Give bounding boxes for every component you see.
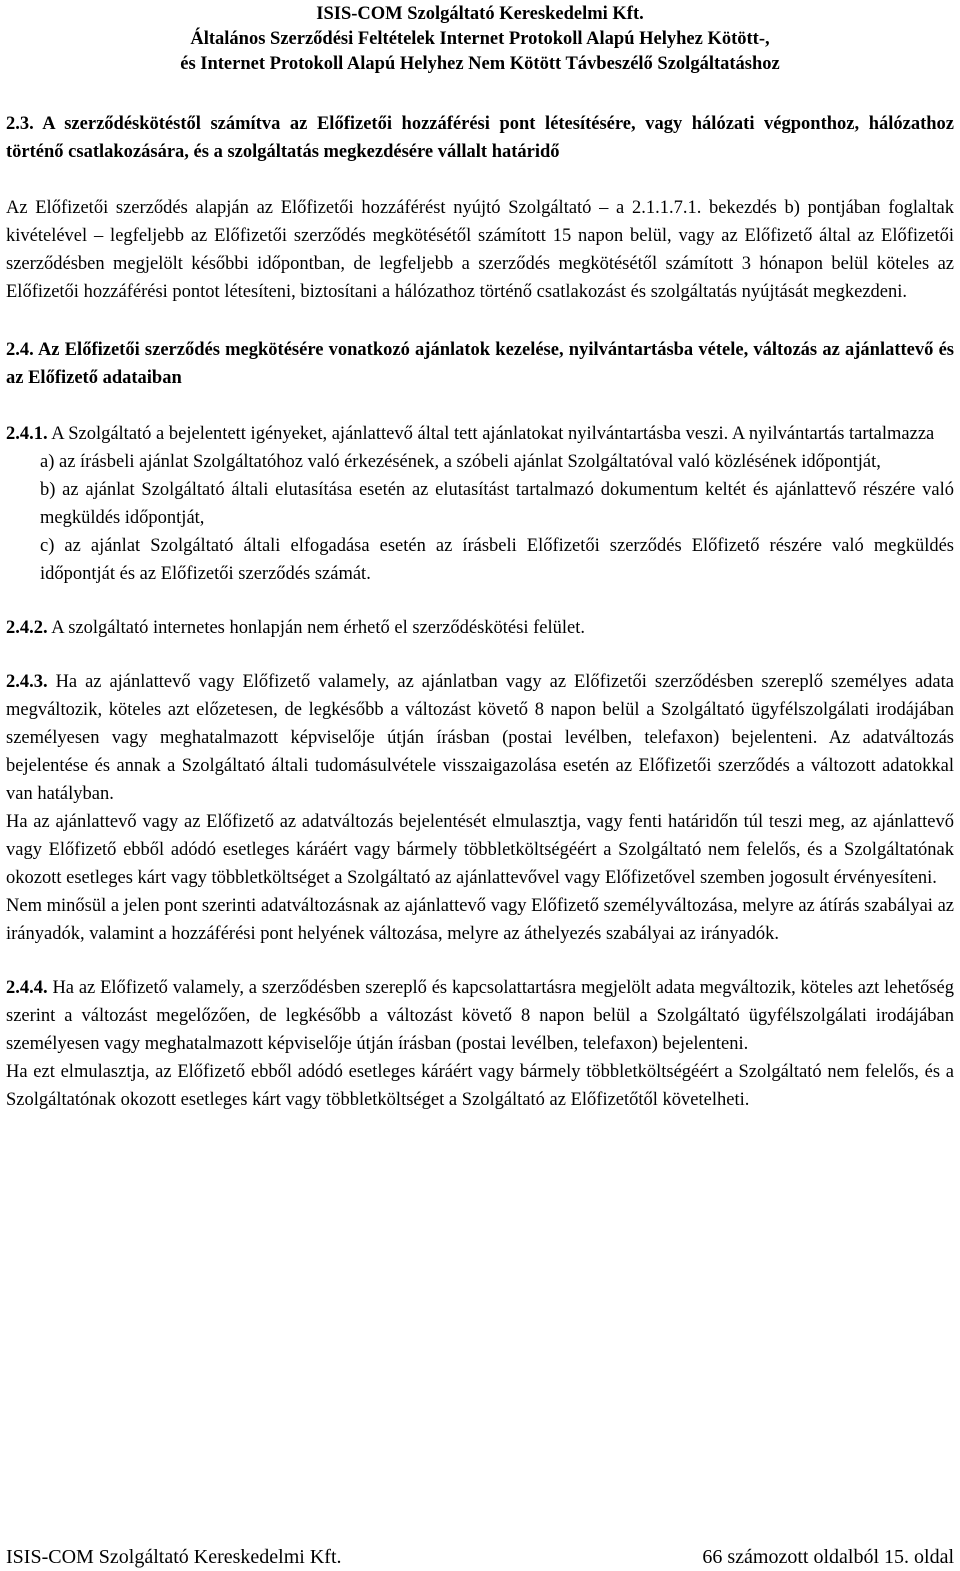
section-2-4-heading: 2.4. Az Előfizetői szerződés megkötésére vonatkozó ajánlatok kezelése, nyilvántartásba vétele, változás az ajánlattevő és az Előfizető adataiban — [6, 340, 954, 388]
section-text: Ha az ajánlattevő vagy Előfizető valamely, az ajánlatban vagy az Előfizetői szerződésben szereplő személyes adata megváltozik, köteles azt előzetesen, de legkésőbb a változást követő 8 napon belül a Szolgáltató ügyfélszolgálati irodájában személyesen vagy meghatalmazott képviselője útján írásban (postai levélben, telefaxon) bejelenteni. Az adatváltozás bejelentése és annak a Szolgáltató általi tudomásulvétele visszaigazolása esetén az Előfizetői szerződés a változott adatokkal van hatályban. — [6, 672, 954, 804]
list-item-a: a) az írásbeli ajánlat Szolgáltatóhoz való érkezésének, a szóbeli ajánlat Szolgáltatóval való közlésének időpontját, — [40, 452, 881, 472]
list-item-b: b) az ajánlat Szolgáltató általi elutasítása esetén az elutasítást tartalmazó dokumentum keltét és ajánlattevő részére való megküldés időpontját, — [40, 480, 954, 528]
document-header — [0, 2, 960, 77]
section-text: Ha az Előfizető valamely, a szerződésben szereplő és kapcsolattartásra megjelölt adata megváltozik, köteles azt lehetőség szerint a változást megelőzően, de legkésőbb a változást követő 8 napon belül a Szolgáltató ügyfélszolgálati irodájában személyesen vagy meghatalmazott képviselője útján írásban (postai levélben, telefaxon) bejelenteni. — [6, 978, 954, 1054]
section-2-4-2 — [6, 614, 954, 642]
section-text: A Szolgáltató a bejelentett igényeket, ajánlattevő által tett ajánlatokat nyilvántartásba veszi. A nyilvántartás tartalmazza — [47, 424, 935, 444]
header-company: ISIS-COM Szolgáltató Kereskedelmi Kft. — [316, 4, 644, 24]
section-2-4-4-p1 — [6, 974, 954, 1058]
section-number: 2.4.4. — [6, 978, 48, 998]
header-title-line1: Általános Szerződési Feltételek Internet Protokoll Alapú Helyhez Kötött-, — [190, 29, 770, 49]
section-2-4-3-p2: Ha az ajánlattevő vagy az Előfizető az adatváltozás bejelentését elmulasztja, vagy fenti határidőn túl teszi meg, az ajánlattevő vagy Előfizető ebből adódó esetleges káráért vagy bármely többletköltségéért a Szolgáltató nem felelős, és a Szolgáltatónak okozott esetleges kárt vagy többletköltséget a Szolgáltató az ajánlattevővel vagy Előfizetővel szemben jogosult érvényesíteni. — [6, 812, 954, 888]
section-2-4-4-p2: Ha ezt elmulasztja, az Előfizető ebből adódó esetleges káráért vagy bármely többletköltségéért a Szolgáltató nem felelős, és a Szolgáltatónak okozott esetleges kárt vagy többletköltséget a Szolgáltató az Előfizetőtől követelheti. — [6, 1062, 954, 1110]
section-2-3-heading: 2.3. A szerződéskötéstől számítva az Előfizetői hozzáférési pont létesítésére, vagy hálózati végponthoz, hálózathoz történő csatlakozására, és a szolgáltatás megkezdésére vállalt határidő — [6, 114, 954, 162]
section-2-3-body: Az Előfizetői szerződés alapján az Előfizetői hozzáférést nyújtó Szolgáltató – a 2.1.1.7.1. bekezdés b) pontjában foglaltak kivételével – legfeljebb az Előfizetői szerződés megkötésétől számított 15 napon belül, vagy az Előfizető által az Előfizetői szerződésben megjelölt későbbi időpontban, de legfeljebb a szerződés megkötésétől számított 3 hónapon belül köteles az Előfizetői hozzáférési pontot létesíteni, biztosítani a hálózathoz történő csatlakozást és szolgáltatás nyújtását megkezdeni. — [6, 198, 954, 302]
section-number: 2.4.2. — [6, 618, 48, 638]
document-footer — [6, 1544, 954, 1570]
section-2-4-1 — [6, 420, 954, 448]
footer-page-number: 66 számozott oldalból 15. oldal — [702, 1546, 954, 1568]
section-number: 2.4.3. — [6, 672, 48, 692]
section-2-4-3-p1 — [6, 668, 954, 808]
section-text: A szolgáltató internetes honlapján nem érhető el szerződéskötési felület. — [47, 618, 585, 638]
footer-company: ISIS-COM Szolgáltató Kereskedelmi Kft. — [6, 1546, 342, 1568]
section-2-4-3-p3: Nem minősül a jelen pont szerinti adatváltozásnak az ajánlattevő vagy Előfizető személyváltozása, melyre az átírás szabályai az irányadók, valamint a hozzáférési pont helyének változása, melyre az áthelyezés szabályai az irányadók. — [6, 896, 954, 944]
list-item-c: c) az ajánlat Szolgáltató általi elfogadása esetén az írásbeli Előfizetői szerződés Előfizető részére való megküldés időpontját és az Előfizetői szerződés számát. — [40, 536, 954, 584]
document-body — [6, 110, 954, 1114]
header-title-line2: és Internet Protokoll Alapú Helyhez Nem Kötött Távbeszélő Szolgáltatáshoz — [180, 54, 780, 74]
section-number: 2.4.1. — [6, 424, 48, 444]
